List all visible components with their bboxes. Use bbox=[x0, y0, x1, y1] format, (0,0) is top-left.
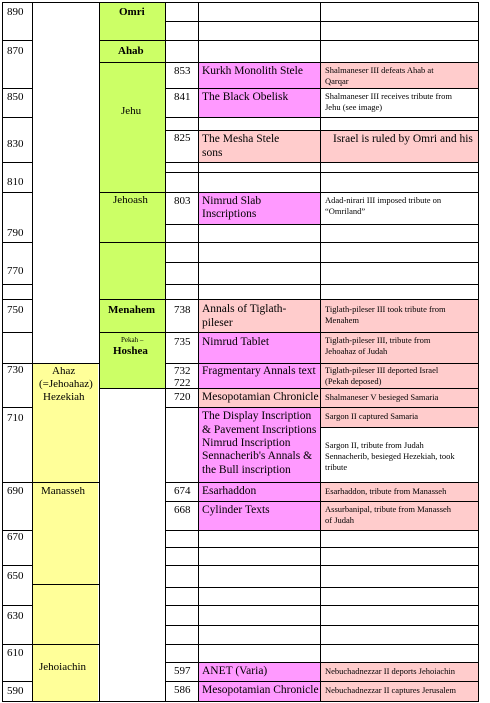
grid-hline-37 bbox=[165, 224, 479, 225]
grid-hline-57 bbox=[320, 427, 479, 428]
grid-vline-5 bbox=[320, 2, 321, 702]
note-803-line1: Adad-nirari III imposed tribute on bbox=[325, 195, 442, 205]
grid-hline-10 bbox=[2, 407, 33, 408]
grid-hline-51 bbox=[165, 587, 479, 588]
entry-year-722: 722 bbox=[174, 377, 191, 389]
note-668-line2: of Judah bbox=[325, 515, 355, 525]
artifact-pavement-inscriptions: & Pavement Inscriptions bbox=[202, 424, 317, 436]
artifact-esarhaddon: Esarhaddon bbox=[202, 485, 257, 497]
year-label-630: 630 bbox=[7, 610, 24, 622]
year-label-590: 590 bbox=[7, 685, 24, 697]
entry-year-668: 668 bbox=[174, 504, 191, 516]
grid-vline-6 bbox=[478, 2, 479, 702]
grid-hline-46 bbox=[165, 482, 479, 483]
grid-hline-16 bbox=[2, 681, 33, 682]
entry-year-586: 586 bbox=[174, 684, 191, 696]
israel-king-jehoash: Jehoash bbox=[113, 194, 148, 206]
grid-hline-21 bbox=[99, 40, 166, 41]
note-732-line2: (Pekah deposed) bbox=[325, 376, 382, 386]
note-705-line2: Sennacherib, besieged Hezekiah, took bbox=[325, 451, 455, 461]
artifact-meso-chronicle-720: Mesopotamian Chronicle bbox=[202, 391, 319, 403]
grid-hline-41 bbox=[165, 299, 479, 300]
grid-hline-4 bbox=[2, 192, 33, 193]
note-738-line1: Tiglath-pileser III took tribute from bbox=[325, 304, 446, 314]
grid-hline-26 bbox=[99, 332, 166, 333]
year-label-650: 650 bbox=[7, 570, 24, 582]
israel-king-menahem: Menahem bbox=[108, 304, 156, 316]
grid-vline-4 bbox=[198, 2, 199, 702]
grid-hline-2 bbox=[2, 117, 33, 118]
note-720: Shalmaneser V besieged Samaria bbox=[325, 392, 439, 402]
grid-hline-13 bbox=[2, 565, 33, 566]
grid-hline-34 bbox=[165, 162, 479, 163]
grid-hline-45 bbox=[165, 407, 479, 408]
year-label-890: 890 bbox=[7, 6, 24, 18]
grid-vline-0 bbox=[2, 2, 3, 702]
grid-hline-48 bbox=[165, 530, 479, 531]
grid-hline-7 bbox=[2, 299, 33, 300]
entry-year-720: 720 bbox=[174, 391, 191, 403]
note-853-line1: Shalmaneser III defeats Ahab at bbox=[325, 65, 434, 75]
grid-top-border bbox=[2, 2, 479, 3]
grid-hline-27 bbox=[99, 388, 166, 389]
note-841-line2: Jehu (see image) bbox=[325, 102, 383, 112]
note-738-line2: Menahem bbox=[325, 315, 359, 325]
grid-hline-36 bbox=[165, 192, 479, 193]
grid-vline-1 bbox=[32, 2, 33, 702]
grid-hline-11 bbox=[2, 482, 33, 483]
year-label-790: 790 bbox=[7, 227, 24, 239]
grid-hline-35 bbox=[165, 172, 479, 173]
grid-hline-43 bbox=[165, 363, 479, 364]
israel-king-pekah: Pekah – bbox=[121, 336, 144, 344]
artifact-meso-chronicle-586: Mesopotamian Chronicle bbox=[202, 684, 319, 696]
grid-hline-8 bbox=[2, 332, 33, 333]
grid-hline-6 bbox=[2, 284, 33, 285]
grid-hline-52 bbox=[165, 605, 479, 606]
grid-hline-56 bbox=[165, 681, 479, 682]
entry-year-597: 597 bbox=[174, 665, 191, 677]
artifact-bull-inscription: the Bull inscription bbox=[202, 464, 291, 476]
entry-year-841: 841 bbox=[174, 91, 191, 103]
grid-hline-0 bbox=[2, 40, 33, 41]
judah-king-jehoiachin: Jehoiachin bbox=[39, 661, 87, 673]
grid-hline-53 bbox=[165, 625, 479, 626]
judah-cell-manasseh bbox=[32, 482, 98, 584]
entry-year-825: 825 bbox=[174, 132, 191, 144]
grid-hline-28 bbox=[165, 21, 479, 22]
entry-year-738: 738 bbox=[174, 304, 191, 316]
artifact-mesha-stele-cont: sons bbox=[202, 147, 223, 159]
note-735-line1: Tiglath-pileser III, tribute from bbox=[325, 335, 431, 345]
note-803-line2: “Omriland” bbox=[325, 206, 366, 216]
grid-hline-38 bbox=[165, 242, 479, 243]
artifact-sennacherib-annals: Sennacherib's Annals & bbox=[202, 450, 313, 462]
artifact-annals-tiglath: Annals of Tiglath- bbox=[202, 303, 287, 315]
artifact-annals-tiglath-cont: pileser bbox=[202, 317, 233, 329]
year-label-830: 830 bbox=[7, 138, 24, 150]
note-853-line2: Qarqar bbox=[325, 76, 349, 86]
grid-hline-30 bbox=[165, 62, 479, 63]
grid-hline-24 bbox=[99, 242, 166, 243]
year-label-670: 670 bbox=[7, 531, 24, 543]
judah-king-manasseh: Manasseh bbox=[41, 485, 85, 497]
israel-king-omri: Omri bbox=[119, 6, 145, 18]
entry-year-735: 735 bbox=[174, 336, 191, 348]
year-label-870: 870 bbox=[7, 45, 24, 57]
grid-vline-3 bbox=[165, 2, 166, 702]
grid-hline-22 bbox=[99, 62, 166, 63]
grid-hline-23 bbox=[99, 192, 166, 193]
grid-hline-44 bbox=[165, 388, 479, 389]
grid-hline-39 bbox=[165, 262, 479, 263]
artifact-kurkh-monolith: Kurkh Monolith Stele bbox=[202, 65, 303, 77]
year-label-610: 610 bbox=[7, 647, 24, 659]
grid-hline-1 bbox=[2, 88, 33, 89]
entry-year-853: 853 bbox=[174, 65, 191, 77]
grid-hline-40 bbox=[165, 284, 479, 285]
judah-king-ahaz-alias: (=Jehoahaz) bbox=[39, 378, 93, 390]
artifact-black-obelisk: The Black Obelisk bbox=[202, 91, 289, 103]
artifact-nimrud-inscription: Nimrud Inscription bbox=[202, 437, 291, 449]
artifact-nimrud-tablet: Nimrud Tablet bbox=[202, 336, 270, 348]
year-label-710: 710 bbox=[7, 412, 24, 424]
entry-year-674: 674 bbox=[174, 485, 191, 497]
grid-hline-18 bbox=[32, 482, 100, 483]
entry-year-803: 803 bbox=[174, 195, 191, 207]
entry-year-732: 732 bbox=[174, 365, 191, 377]
grid-hline-3 bbox=[2, 162, 33, 163]
grid-hline-31 bbox=[165, 88, 479, 89]
grid-hline-19 bbox=[32, 584, 100, 585]
grid-hline-49 bbox=[165, 547, 479, 548]
judah-king-ahaz: Ahaz bbox=[52, 365, 76, 377]
grid-hline-25 bbox=[99, 299, 166, 300]
israel-king-ahab: Ahab bbox=[118, 45, 144, 57]
israel-cell-blank bbox=[99, 242, 165, 299]
year-label-750: 750 bbox=[7, 304, 24, 316]
artifact-fragmentary-annals: Fragmentary Annals text bbox=[202, 365, 316, 377]
grid-vline-2 bbox=[99, 2, 100, 702]
artifact-nimrud-slab-cont: Inscriptions bbox=[202, 208, 257, 220]
year-label-850: 850 bbox=[7, 91, 24, 103]
year-label-810: 810 bbox=[7, 176, 24, 188]
note-732-line1: Tiglath-pileser III deported Israel bbox=[325, 365, 439, 375]
note-825: Israel is ruled by Omri and his bbox=[333, 133, 473, 145]
artifact-display-inscription: The Display Inscription bbox=[202, 410, 312, 422]
note-597: Nebuchadnezzar II deports Jehoiachin bbox=[325, 666, 456, 676]
year-label-770: 770 bbox=[7, 265, 24, 277]
note-705-line1: Sargon II, tribute from Judah bbox=[325, 440, 424, 450]
note-674: Esarhaddon, tribute from Manasseh bbox=[325, 486, 447, 496]
note-710: Sargon II captured Samaria bbox=[325, 411, 419, 421]
grid-hline-17 bbox=[32, 363, 100, 364]
note-841-line1: Shalmaneser III receives tribute from bbox=[325, 91, 452, 101]
grid-hline-29 bbox=[165, 40, 479, 41]
grid-hline-55 bbox=[165, 662, 479, 663]
grid-bottom-border bbox=[2, 701, 479, 702]
grid-hline-54 bbox=[165, 644, 479, 645]
artifact-anet-varia: ANET (Varia) bbox=[202, 665, 268, 677]
grid-hline-50 bbox=[165, 565, 479, 566]
grid-hline-32 bbox=[165, 117, 479, 118]
grid-hline-14 bbox=[2, 605, 33, 606]
grid-hline-33 bbox=[165, 130, 479, 131]
judah-king-hezekiah: Hezekiah bbox=[43, 391, 85, 403]
artifact-cylinder-texts: Cylinder Texts bbox=[202, 504, 270, 516]
grid-hline-47 bbox=[165, 501, 479, 502]
grid-hline-42 bbox=[165, 332, 479, 333]
artifact-mesha-stele: The Mesha Stele bbox=[202, 133, 280, 145]
note-586: Nebuchadnezzar II captures Jerusalem bbox=[325, 685, 456, 695]
israel-cell-jehu bbox=[99, 62, 165, 192]
grid-hline-20 bbox=[32, 644, 100, 645]
year-label-730: 730 bbox=[7, 364, 24, 376]
grid-hline-15 bbox=[2, 644, 33, 645]
note-735-line2: Jehoahaz of Judah bbox=[325, 346, 388, 356]
grid-hline-5 bbox=[2, 242, 33, 243]
artifact-nimrud-slab: Nimrud Slab bbox=[202, 195, 262, 207]
year-label-690: 690 bbox=[7, 485, 24, 497]
judah-cell-blank bbox=[32, 584, 98, 644]
note-668-line1: Assurbanipal, tribute from Manasseh bbox=[325, 504, 452, 514]
israel-king-hoshea: Hoshea bbox=[113, 345, 148, 357]
israel-king-jehu: Jehu bbox=[121, 105, 142, 117]
note-705-line3: tribute bbox=[325, 462, 348, 472]
